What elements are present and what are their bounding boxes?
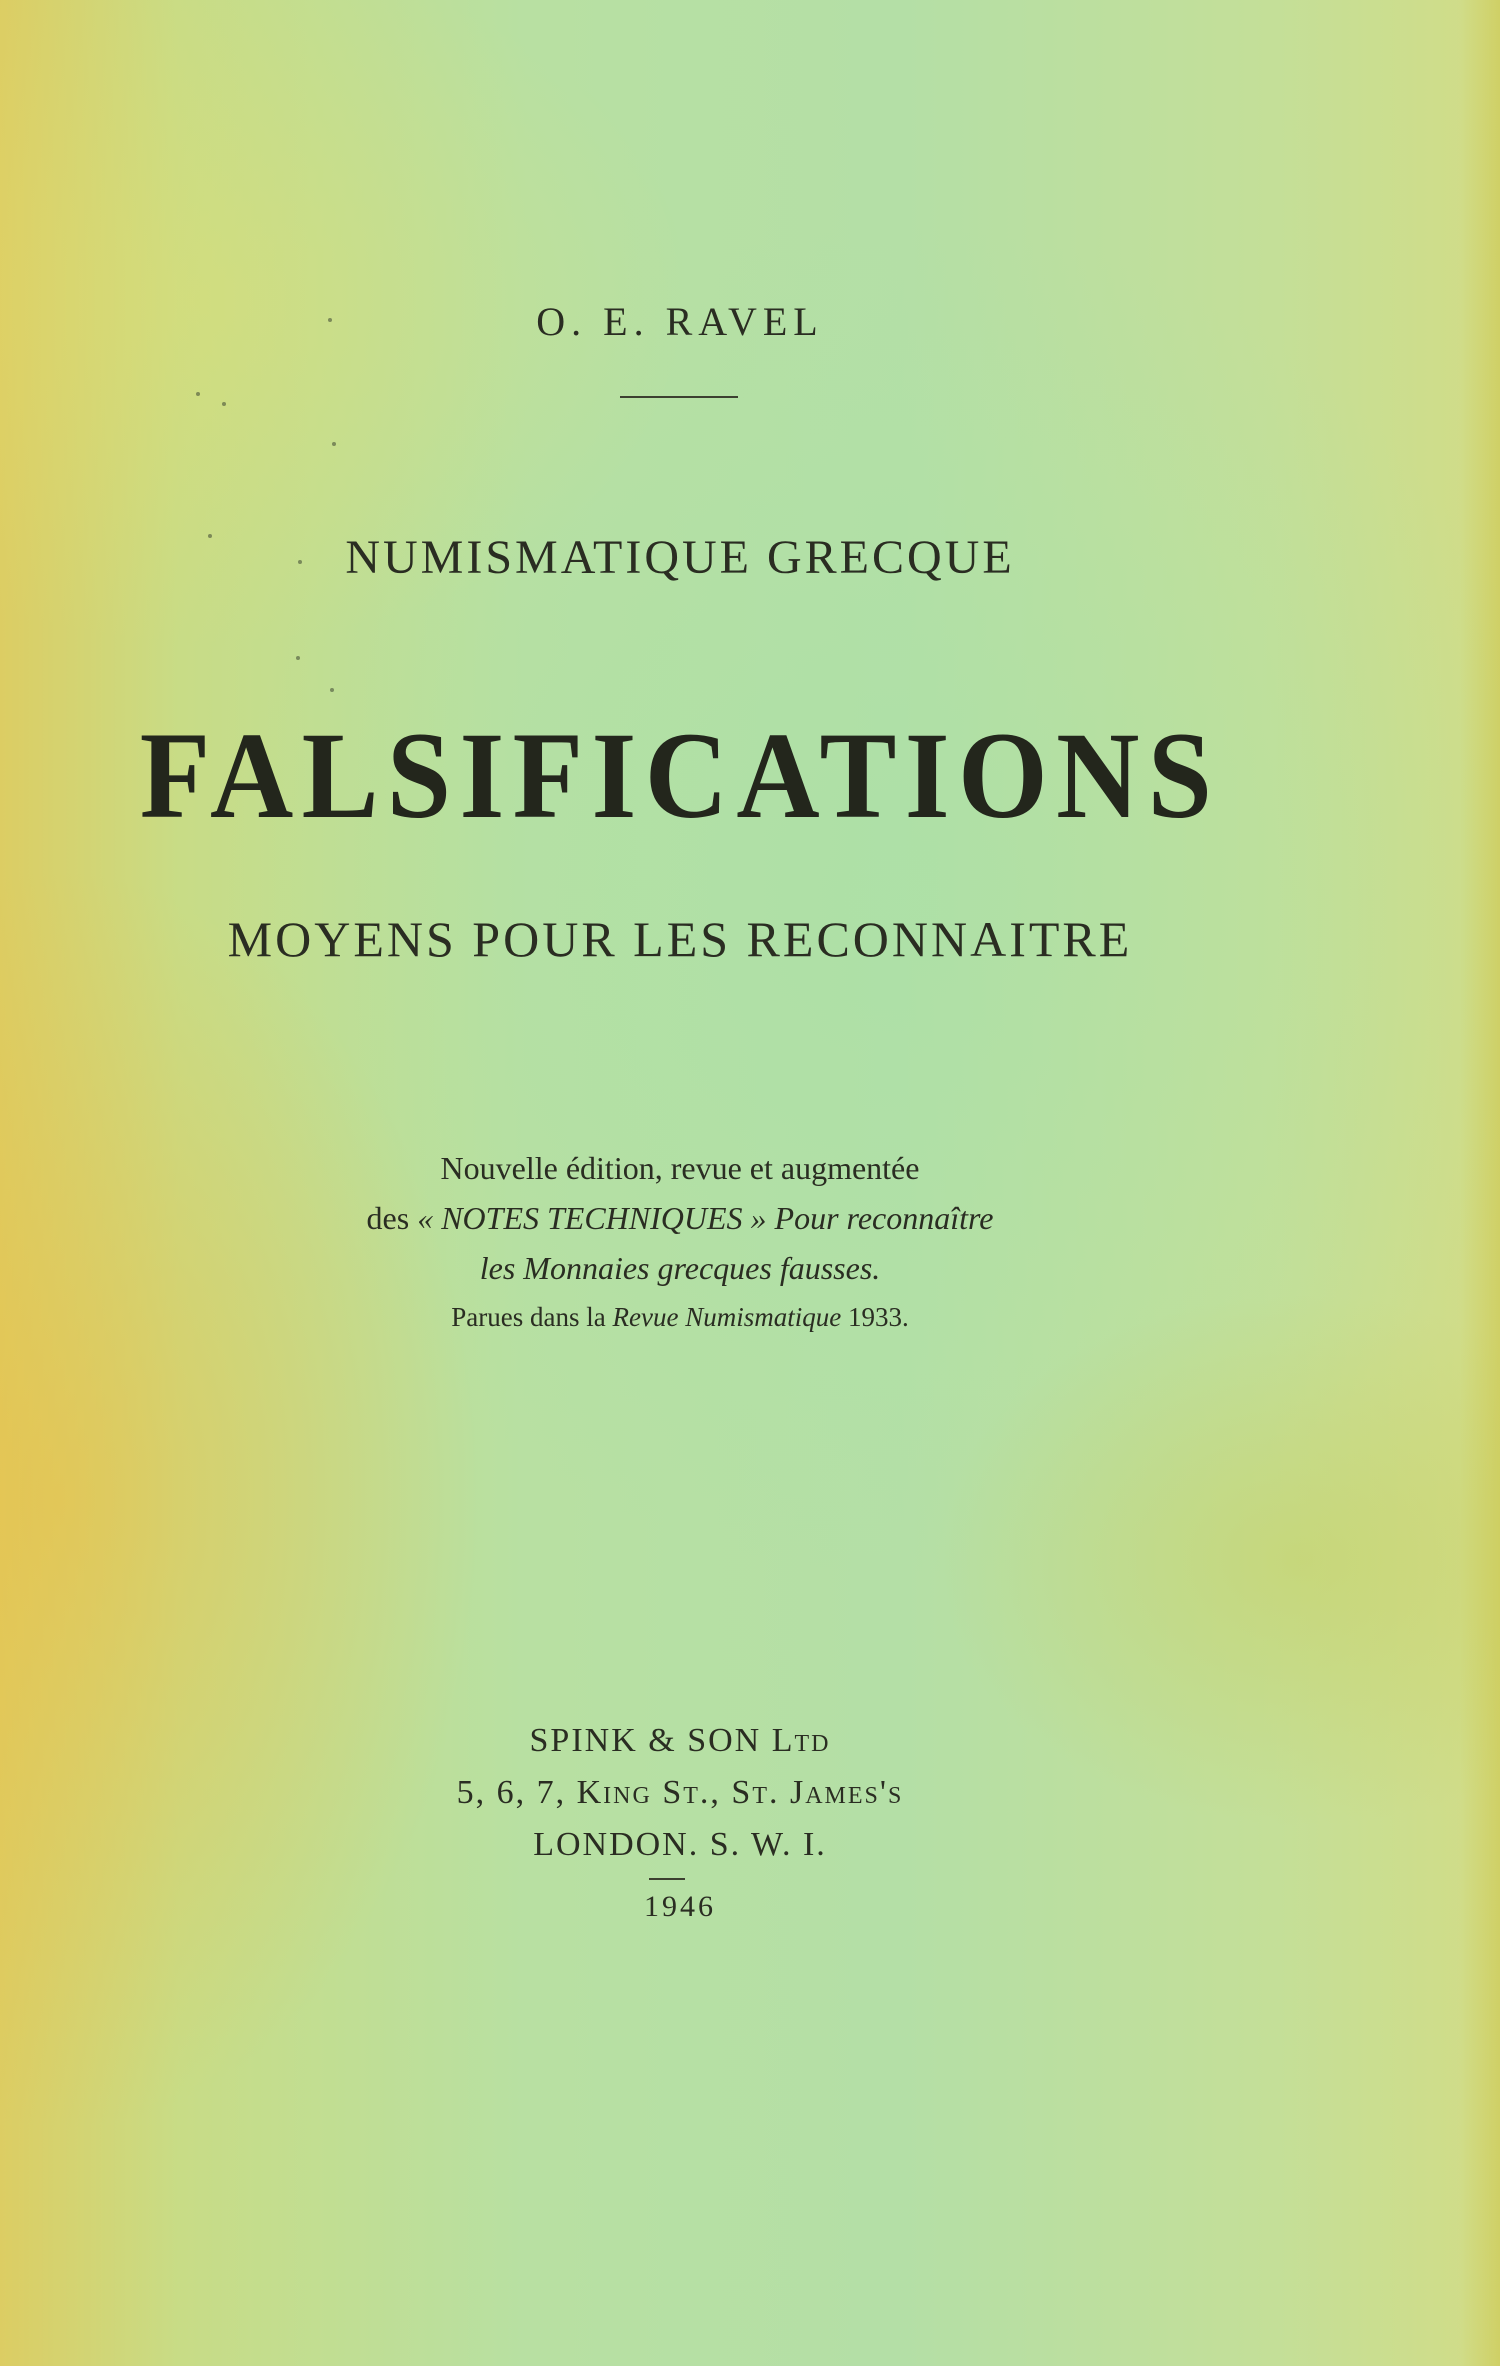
speck [222, 402, 226, 406]
edition-note-line-2 [0, 1200, 1360, 1237]
edition-note-prefix: des [366, 1200, 418, 1236]
edition-note-year: 1933. [841, 1302, 909, 1332]
edition-note-prefix: Parues dans la [451, 1302, 613, 1332]
book-subtitle: MOYENS POUR LES RECONNAITRE [227, 911, 1133, 967]
speck [330, 688, 334, 692]
edition-note-line-3: les Monnaies grecques fausses. [479, 1250, 881, 1286]
edition-note-line-4 [0, 1302, 1360, 1333]
speck [196, 392, 200, 396]
edition-note-italic: « NOTES TECHNIQUES » Pour reconnaître [417, 1200, 994, 1236]
publisher-address-street: King St., St. James's [576, 1774, 904, 1811]
series-title: NUMISMATIQUE GRECQUE [345, 531, 1015, 584]
speck [332, 442, 336, 446]
divider-rule [649, 1878, 685, 1880]
speck [296, 656, 300, 660]
publisher-name-main: SPINK & SON [529, 1722, 772, 1759]
journal-name: Revue Numismatique [612, 1302, 842, 1332]
publisher-city: LONDON. S. W. I. [533, 1826, 827, 1863]
book-title: FALSIFICATIONS [139, 707, 1221, 844]
publisher-name [0, 1722, 1360, 1760]
divider-rule [620, 396, 738, 398]
author-name: O. E. RAVEL [536, 299, 824, 344]
page-edge-shading [1460, 0, 1500, 2366]
publication-year: 1946 [644, 1890, 716, 1923]
edition-note-line-1: Nouvelle édition, revue et augmentée [440, 1150, 920, 1186]
publisher-address-numbers: 5, 6, 7, [456, 1774, 577, 1811]
publisher-name-suffix: Ltd [771, 1722, 831, 1759]
publisher-address [0, 1774, 1360, 1812]
